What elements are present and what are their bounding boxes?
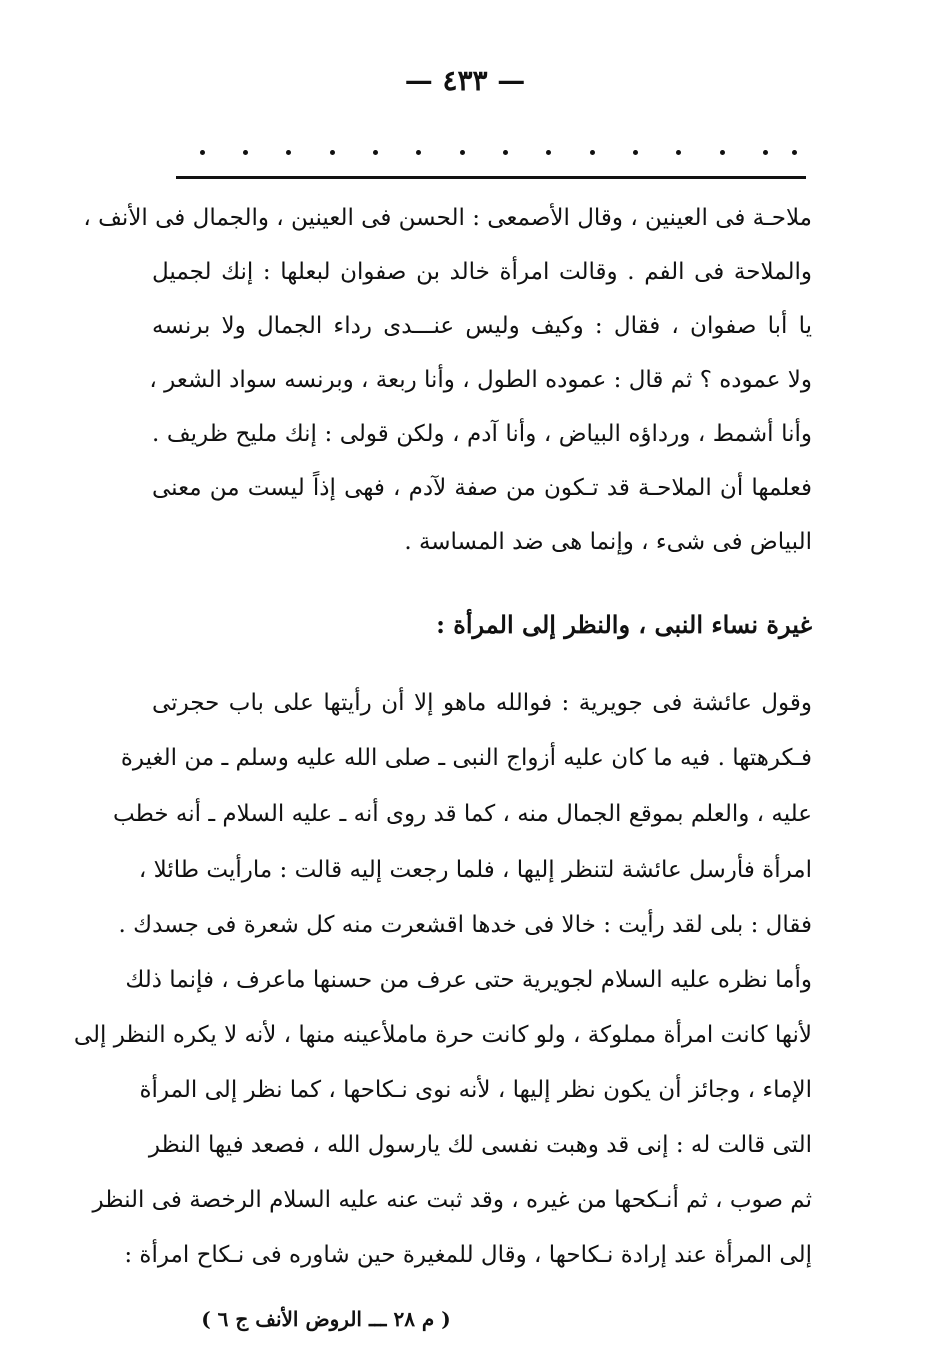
- header-rule: [176, 176, 806, 179]
- text-line: ثم صوب ، ثم أنـكحها من غيره ، وقد ثبت عنه عليه السلام الرخصة فى النظر: [92, 1187, 812, 1213]
- text-line: امرأة فأرسل عائشة لتنظر إليها ، فلما رجعت إليه قالت : مارأيت طائلا ،: [138, 857, 812, 883]
- separator-dot: [503, 150, 508, 155]
- text-line: فعلمها أن الملاحـة قد تـكون من صفة لآدم ، فهى إذاً ليست من معنى: [152, 475, 812, 501]
- separator-dot: [200, 150, 205, 155]
- dotted-separator: [180, 150, 800, 158]
- signature-footer: ( م ٢٨ ـــ الروض الأنف ج ٦ ): [201, 1307, 451, 1331]
- separator-dot: [792, 150, 797, 155]
- text-line: يا أبا صفوان ، فقال : وكيف وليس عنـــدى رداء الجمال ولا برنسه: [152, 313, 812, 339]
- text-line: الإماء ، وجائز أن يكون نظر إليها ، لأنه نوى نـكاحها ، كما نظر إلى المرأة: [139, 1077, 812, 1103]
- separator-dot: [286, 150, 291, 155]
- separator-dot: [243, 150, 248, 155]
- text-line: والملاحة فى الفم . وقالت امرأة خالد بن صفوان لبعلها : إنك لجميل: [152, 259, 812, 285]
- text-line: ولا عموده ؟ ثم قال : عموده الطول ، وأنا ربعة ، وبرنسه سواد الشعر ،: [149, 367, 812, 393]
- text-line: البياض فى شىء ، وإنما هى ضد المساسة .: [404, 529, 812, 555]
- text-line: إلى المرأة عند إرادة نـكاحها ، وقال للمغيرة حين شاوره فى نـكاح امرأة :: [124, 1242, 812, 1268]
- separator-dot: [676, 150, 681, 155]
- text-line: عليه ، والعلم بموقع الجمال منه ، كما قد روى أنه ـ عليه السلام ـ أنه خطب: [112, 801, 812, 827]
- separator-dot: [633, 150, 638, 155]
- separator-dot: [720, 150, 725, 155]
- separator-dot: [416, 150, 421, 155]
- separator-dot: [763, 150, 768, 155]
- text-line: لأنها كانت امرأة مملوكة ، ولو كانت حرة ماملأعينه منها ، لأنه لا يكره النظر إلى: [73, 1022, 812, 1048]
- text-line: ملاحـة فى العينين ، وقال الأصمعى : الحسن فى العينين ، والجمال فى الأنف ،: [83, 205, 812, 231]
- section-heading: غيرة نساء النبى ، والنظر إلى المرأة :: [436, 610, 812, 639]
- separator-dot: [373, 150, 378, 155]
- text-line: وقول عائشة فى جويرية : فوالله ماهو إلا أن رأيتها على باب حجرتى: [152, 690, 812, 716]
- separator-dot: [460, 150, 465, 155]
- separator-dot: [590, 150, 595, 155]
- separator-dot: [546, 150, 551, 155]
- text-line: وأما نظره عليه السلام لجويرية حتى عرف من حسنها ماعرف ، فإنما ذلك: [125, 967, 812, 993]
- separator-dot: [330, 150, 335, 155]
- page-number: — ٤٣٣ —: [404, 64, 526, 97]
- text-line: التى قالت له : إنى قد وهبت نفسى لك يارسول الله ، فصعد فيها النظر: [148, 1132, 812, 1158]
- text-line: فقال : بلى لقد رأيت : خالا فى خدها اقشعرت منه كل شعرة فى جسدك .: [118, 912, 812, 938]
- text-line: وأنا أشمط ، ورداؤه البياض ، وأنا آدم ، ولكن قولى : إنك مليح ظريف .: [152, 421, 812, 447]
- text-line: فـكرهتها . فيه ما كان عليه أزواج النبى ـ صلى الله عليه وسلم ـ من الغيرة: [120, 745, 812, 771]
